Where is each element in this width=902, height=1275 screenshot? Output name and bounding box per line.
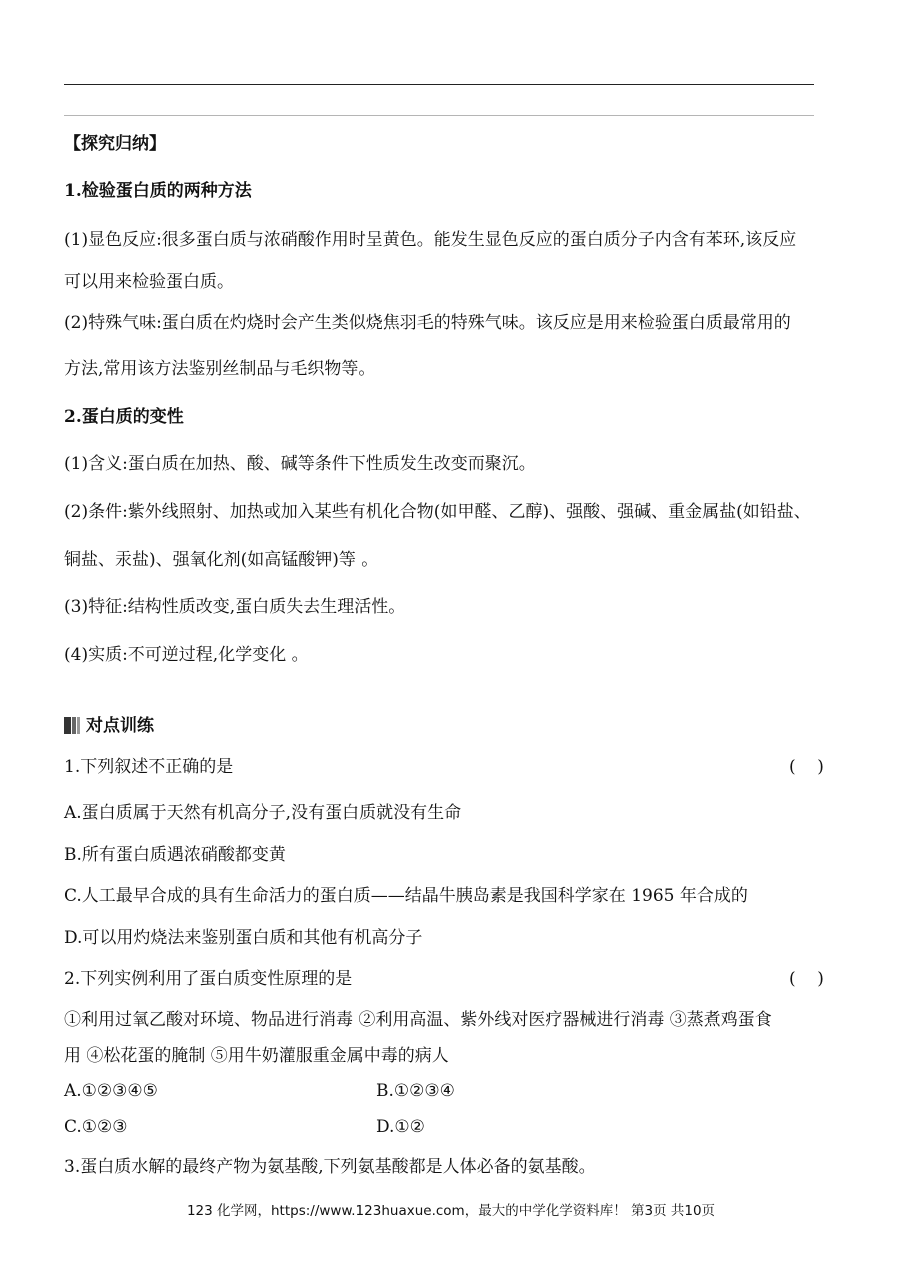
page-footer: 123 化学网，https://www.123huaxue.com，最大的中学化学资料库！ 第3页 共10页 [186, 1203, 716, 1219]
question-2-option-b: B.①②③④ [376, 1081, 455, 1101]
question-2-option-d: D.①② [376, 1117, 425, 1137]
question-1-option-a: A.蛋白质属于天然有机高分子,没有蛋白质就没有生命 [64, 803, 462, 823]
denaturation-meaning: (1)含义:蛋白质在加热、酸、碱等条件下性质发生改变而聚沉。 [64, 454, 536, 474]
question-1-stem: 1.下列叙述不正确的是 [64, 757, 234, 777]
method-1-line-2: 可以用来检验蛋白质。 [64, 272, 234, 292]
denaturation-title: 2.蛋白质的变性 [64, 407, 184, 427]
question-2-stem: 2.下列实例利用了蛋白质变性原理的是 [64, 969, 353, 989]
question-1-answer-bracket: ( ) [789, 757, 824, 777]
answer-line-1 [64, 84, 814, 85]
question-1-option-b: B.所有蛋白质遇浓硝酸都变黄 [64, 845, 286, 865]
question-1-option-c: C.人工最早合成的具有生命活力的蛋白质——结晶牛胰岛素是我国科学家在 1965 年合成的 [64, 886, 748, 906]
question-2-option-a: A.①②③④⑤ [64, 1081, 158, 1101]
denaturation-conditions-line-2: 铜盐、汞盐)、强氧化剂(如高锰酸钾)等 。 [64, 550, 379, 570]
method-2-line-1: (2)特殊气味:蛋白质在灼烧时会产生类似烧焦羽毛的特殊气味。该反应是用来检验蛋白质最常用的 [64, 313, 791, 333]
method-title: 1.检验蛋白质的两种方法 [64, 181, 252, 201]
denaturation-essence: (4)实质:不可逆过程,化学变化 。 [64, 645, 309, 665]
question-2-option-c: C.①②③ [64, 1117, 128, 1137]
question-3-stem: 3.蛋白质水解的最终产物为氨基酸,下列氨基酸都是人体必备的氨基酸。 [64, 1157, 596, 1177]
method-2-line-2: 方法,常用该方法鉴别丝制品与毛织物等。 [64, 359, 376, 379]
denaturation-features: (3)特征:结构性质改变,蛋白质失去生理活性。 [64, 597, 406, 617]
question-2-answer-bracket: ( ) [789, 969, 824, 989]
training-title: 对点训练 [86, 716, 154, 736]
denaturation-conditions-line-1: (2)条件:紫外线照射、加热或加入某些有机化合物(如甲醛、乙醇)、强酸、强碱、重金属盐(如铅盐、 [64, 502, 811, 522]
answer-line-2 [64, 115, 814, 116]
section-marker-icon [64, 717, 82, 734]
question-1-option-d: D.可以用灼烧法来鉴别蛋白质和其他有机高分子 [64, 928, 423, 948]
summary-heading: 【探究归纳】 [64, 134, 166, 154]
method-1-line-1: (1)显色反应:很多蛋白质与浓硝酸作用时呈黄色。能发生显色反应的蛋白质分子内含有苯环,该反应 [64, 230, 797, 250]
question-2-examples-line-2: 用 ④松花蛋的腌制 ⑤用牛奶灌服重金属中毒的病人 [64, 1046, 449, 1066]
question-2-examples-line-1: ①利用过氧乙酸对环境、物品进行消毒 ②利用高温、紫外线对医疗器械进行消毒 ③蒸煮鸡蛋食 [64, 1010, 772, 1030]
